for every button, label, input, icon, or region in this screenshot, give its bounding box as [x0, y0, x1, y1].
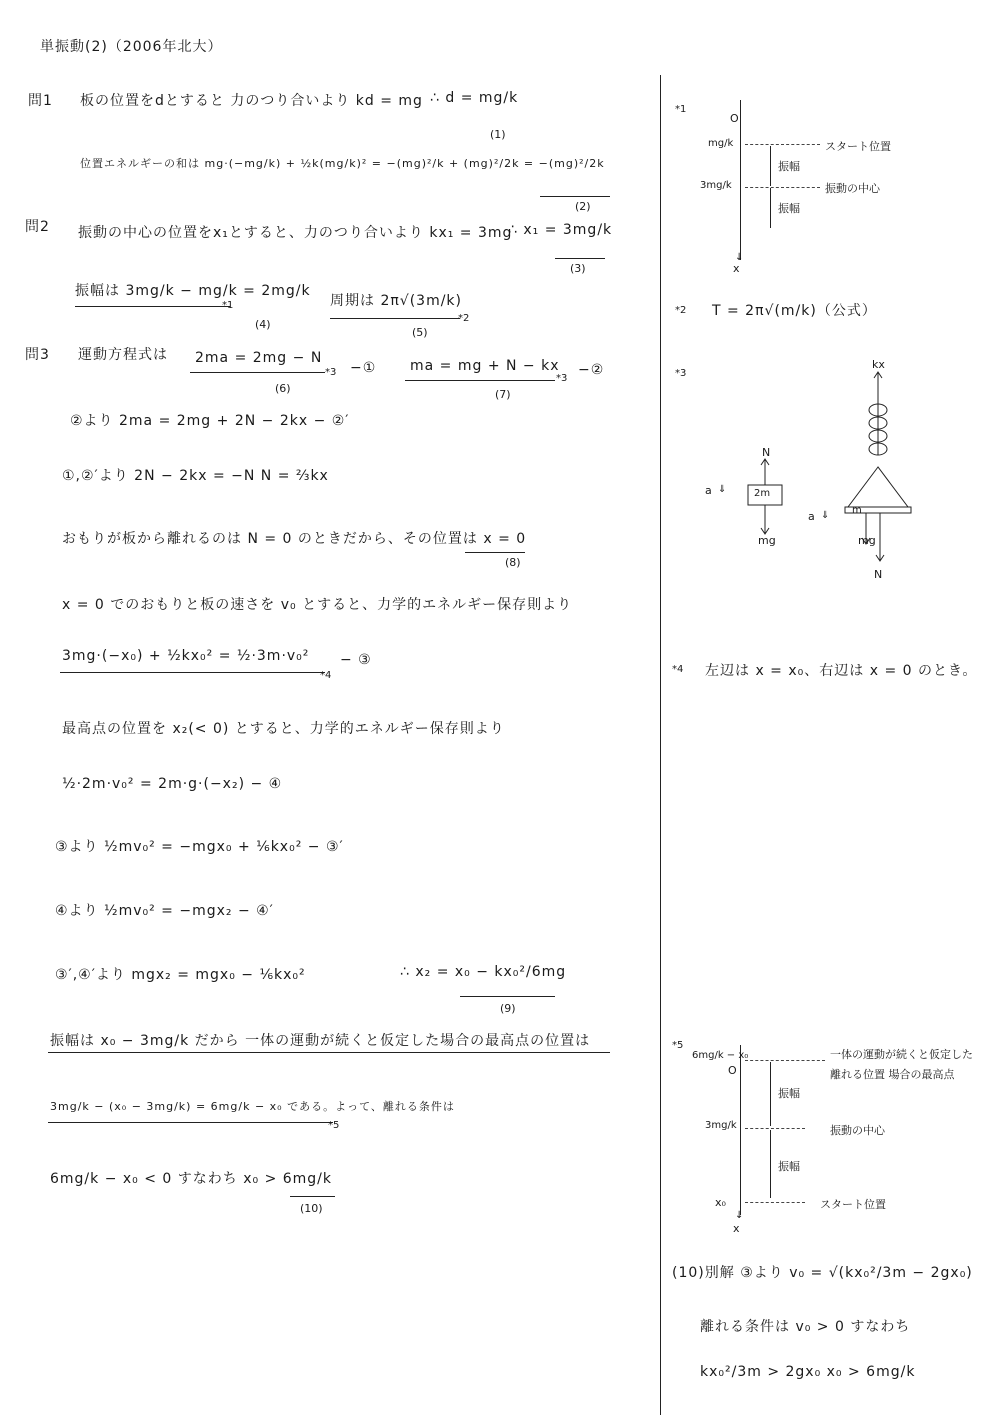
- q3-eq1: 2ma = 2mg − N: [195, 350, 323, 366]
- note1-amp-label-b: 振幅: [778, 202, 800, 215]
- note1-start-dashline: [745, 144, 820, 145]
- q3-step10-answer: ∴ x₂ = x₀ − kx₀²/6mg: [400, 964, 567, 980]
- note5-start-label: スタート位置: [820, 1198, 886, 1211]
- note1-amp-label-a: 振幅: [778, 160, 800, 173]
- answer-number-10: (10): [300, 1202, 323, 1215]
- note1-amp-arrow-upper: [770, 146, 771, 186]
- q3-eq2: ma = mg + N − kx: [410, 358, 560, 374]
- q2-amplitude: 振幅は 3mg/k − mg/k = 2mg/k: [75, 283, 311, 299]
- note1-center-label: 振動の中心: [825, 182, 880, 195]
- note5-amp-arrow-upper: [770, 1062, 771, 1126]
- note5-pos-top: 6mg/k − x₀: [692, 1050, 749, 1061]
- q3-label: 問3: [25, 347, 50, 363]
- note3-mg2: mg: [858, 534, 876, 547]
- note3-a2-arrow: ⇓: [821, 510, 830, 521]
- q3-step4: x = 0 でのおもりと板の速さを v₀ とすると、力学的エネルギー保存則より: [62, 597, 573, 613]
- note5-origin: O: [728, 1064, 737, 1077]
- q3-step5-mark: *4: [320, 670, 332, 681]
- note3-N-bottom: N: [874, 568, 883, 581]
- q3-eq1-mark: *3: [325, 367, 337, 378]
- note5-top-dashline: [745, 1060, 825, 1061]
- note1-axis-line: [740, 100, 741, 260]
- q3-step1: ②より 2ma = 2mg + 2N − 2kx − ②′: [70, 413, 350, 429]
- q3-step5-number: − ③: [340, 652, 372, 668]
- note3-mg1: mg: [758, 534, 776, 547]
- answer-8-underline: [465, 552, 525, 553]
- answer-number-7: (7): [495, 388, 511, 401]
- column-divider: [660, 75, 661, 1415]
- q3-step6: 最高点の位置を x₂(< 0) とすると、力学的エネルギー保存則より: [62, 721, 505, 737]
- answer-number-4: (4): [255, 318, 271, 331]
- note1-axis-arrow: ↓: [735, 252, 744, 263]
- note3-diagram: [690, 355, 930, 590]
- note5-pos-mid: 3mg/k: [705, 1120, 737, 1131]
- alt-line1: (10)別解 ③より v₀ = √(kx₀²/3m − 2gx₀): [672, 1265, 973, 1281]
- q2-line1: 振動の中心の位置をx₁とすると、力のつり合いより kx₁ = 3mg: [78, 225, 513, 241]
- q3-step7: ½·2m·v₀² = 2m·g·(−x₂) − ④: [62, 776, 283, 792]
- q3-eq2-underline: [405, 380, 555, 381]
- q3-eq-intro: 運動方程式は: [78, 347, 168, 363]
- note5-label-top2: 離れる位置 場合の最高点: [830, 1068, 955, 1081]
- q3-step5: 3mg·(−x₀) + ½kx₀² = ½·3m·v₀²: [62, 648, 310, 664]
- note3-a1: a: [705, 484, 712, 497]
- note5-axis-arrow: ↓: [735, 1210, 744, 1221]
- q2-period-mark: *2: [458, 313, 470, 324]
- q3-step11-underline: [48, 1052, 610, 1053]
- note1-axis-label: x: [733, 262, 740, 275]
- page-title: 単振動(2)（2006年北大）: [40, 39, 223, 55]
- q3-step12-mark: *5: [328, 1120, 340, 1131]
- note1-amp-arrow-lower: [770, 188, 771, 228]
- note3-a2: a: [808, 510, 815, 523]
- q3-eq2-number: −②: [578, 362, 605, 378]
- answer-number-3: (3): [570, 262, 586, 275]
- answer-10-underline: [290, 1196, 335, 1197]
- note1-start-label: スタート位置: [825, 140, 891, 153]
- q2-period: 周期は 2π√(3m/k): [330, 293, 462, 309]
- q3-step12: 3mg/k − (x₀ − 3mg/k) = 6mg/k − x₀ である。よって、離れる条件は: [50, 1100, 455, 1113]
- note5-axis-label: x: [733, 1222, 740, 1235]
- answer-number-5: (5): [412, 326, 428, 339]
- note5-axis-line: [740, 1045, 741, 1215]
- note5-amp-arrow-lower: [770, 1130, 771, 1198]
- note5-pos-bottom: x₀: [715, 1196, 726, 1209]
- note3-plate: [848, 467, 908, 507]
- q2-amplitude-mark: *1: [222, 300, 234, 311]
- note3-a1-arrow: ⇓: [718, 484, 727, 495]
- q3-step12-underline: [48, 1122, 333, 1123]
- note4-text: 左辺は x = x₀、右辺は x = 0 のとき。: [705, 663, 978, 679]
- q1-line1: 板の位置をdとすると 力のつり合いより kd = mg: [80, 93, 423, 109]
- alt-line3: kx₀²/3m > 2gx₀ x₀ > 6mg/k: [700, 1364, 916, 1380]
- note2-mark: *2: [675, 305, 687, 316]
- q3-step8: ③より ½mv₀² = −mgx₀ + ⅙kx₀² − ③′: [55, 839, 344, 855]
- q3-step13: 6mg/k − x₀ < 0 すなわち x₀ > 6mg/k: [50, 1171, 333, 1187]
- note5-amp-label-b: 振幅: [778, 1160, 800, 1173]
- q3-step3: おもりが板から離れるのは N = 0 のときだから、その位置は x = 0: [62, 531, 527, 547]
- note5-mark: *5: [672, 1040, 684, 1051]
- q1-line1-answer: ∴ d = mg/k: [430, 90, 519, 106]
- answer-number-6: (6): [275, 382, 291, 395]
- q3-step2: ①,②′より 2N − 2kx = −N N = ⅔kx: [62, 468, 329, 484]
- alt-line2: 離れる条件は v₀ > 0 すなわち: [700, 1319, 911, 1335]
- note5-center-dashline: [745, 1128, 805, 1129]
- q1-line2: 位置エネルギーの和は mg·(−mg/k) + ½k(mg/k)² = −(mg)²/k + (mg)²/2k = −(mg)²/2k: [80, 157, 605, 170]
- answer-number-1: (1): [490, 128, 506, 141]
- q1-label: 問1: [28, 93, 53, 109]
- q3-step11: 振幅は x₀ − 3mg/k だから 一体の運動が続くと仮定した場合の最高点の位置は: [50, 1033, 591, 1049]
- note3-N-top: N: [762, 446, 771, 459]
- note3-plate-label: m: [852, 505, 862, 516]
- q2-period-underline: [330, 318, 460, 319]
- note5-label-top: 一体の運動が続くと仮定した: [830, 1048, 973, 1061]
- note1-center-dashline: [745, 187, 820, 188]
- note2-text: T = 2π√(m/k)（公式）: [712, 303, 877, 319]
- note4-mark: *4: [672, 664, 684, 675]
- q3-eq2-mark: *3: [556, 373, 568, 384]
- answer-3-underline: [555, 258, 605, 259]
- note1-pos-3mgk: 3mg/k: [700, 180, 732, 191]
- answer-number-8: (8): [505, 556, 521, 569]
- q3-step9: ④より ½mv₀² = −mgx₂ − ④′: [55, 903, 274, 919]
- note3-box-label: 2m: [754, 488, 771, 499]
- note1-mark: *1: [675, 104, 687, 115]
- answer-9-underline: [460, 996, 555, 997]
- note3-mark: *3: [675, 368, 687, 379]
- note5-start-dashline: [745, 1202, 805, 1203]
- note1-pos-mgk: mg/k: [708, 138, 734, 149]
- q3-eq1-number: −①: [350, 360, 377, 376]
- q2-label: 問2: [25, 219, 50, 235]
- note5-amp-label-a: 振幅: [778, 1087, 800, 1100]
- note1-origin: O: [730, 112, 739, 125]
- note3-kx: kx: [872, 358, 885, 371]
- q3-step10: ③′,④′より mgx₂ = mgx₀ − ⅙kx₀²: [55, 967, 306, 983]
- q3-eq1-underline: [190, 372, 325, 373]
- answer-number-2: (2): [575, 200, 591, 213]
- answer-number-9: (9): [500, 1002, 516, 1015]
- note5-center-label: 振動の中心: [830, 1124, 885, 1137]
- q2-line1-answer: ∴ x₁ = 3mg/k: [508, 222, 613, 238]
- answer-2-underline: [540, 196, 610, 197]
- q2-amplitude-underline: [75, 306, 230, 307]
- q3-step5-underline: [60, 672, 325, 673]
